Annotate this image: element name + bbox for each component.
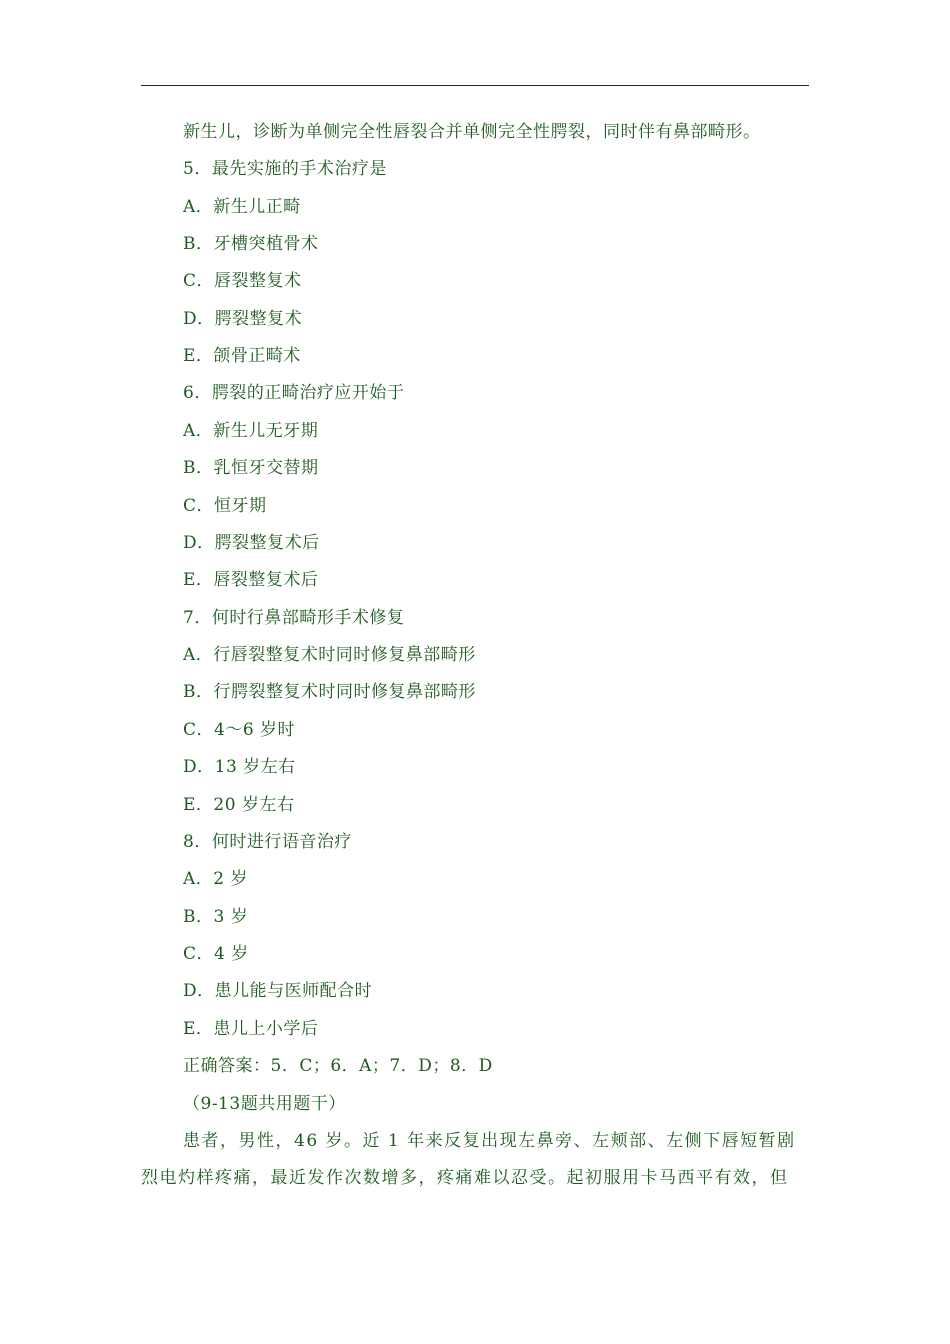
question-7-option-c: C．4～6 岁时	[183, 720, 296, 740]
case-text-line-2: 烈电灼样疼痛，最近发作次数增多，疼痛难以忍受。起初服用卡马西平有效，但	[141, 1168, 789, 1188]
question-7-option-b: B．行腭裂整复术时同时修复鼻部畸形	[183, 682, 476, 702]
shared-stem-header: （9-13题共用题干）	[183, 1094, 346, 1114]
question-8-option-c: C．4 岁	[183, 944, 249, 964]
question-6-option-a: A．新生儿无牙期	[183, 421, 319, 441]
question-7-option-a: A．行唇裂整复术时同时修复鼻部畸形	[183, 645, 476, 665]
question-8-option-a: A．2 岁	[183, 869, 248, 889]
header-rule	[141, 85, 809, 86]
question-5-stem: 5．最先实施的手术治疗是	[183, 159, 387, 179]
question-7-stem: 7．何时行鼻部畸形手术修复	[183, 608, 405, 628]
question-8-option-b: B．3 岁	[183, 907, 249, 927]
answer-key: 正确答案：5．C；6．A；7．D；8．D	[183, 1056, 493, 1076]
question-5-option-c: C．唇裂整复术	[183, 271, 302, 291]
case-text-line-1: 患者，男性，46 岁。近 1 年来反复出现左鼻旁、左颊部、左侧下唇短暂剧	[183, 1131, 796, 1151]
question-5-option-a: A．新生儿正畸	[183, 197, 301, 217]
question-8-option-e: E．患儿上小学后	[183, 1019, 319, 1039]
question-6-option-b: B．乳恒牙交替期	[183, 458, 319, 478]
question-6-option-e: E．唇裂整复术后	[183, 570, 319, 590]
question-5-option-b: B．牙槽突植骨术	[183, 234, 319, 254]
question-5-option-e: E．颌骨正畸术	[183, 346, 301, 366]
question-8-option-d: D．患儿能与医师配合时	[183, 981, 373, 1001]
question-6-stem: 6．腭裂的正畸治疗应开始于	[183, 383, 405, 403]
question-6-option-c: C．恒牙期	[183, 496, 267, 516]
question-7-option-d: D．13 岁左右	[183, 757, 296, 777]
question-7-option-e: E．20 岁左右	[183, 795, 295, 815]
intro-text: 新生儿，诊断为单侧完全性唇裂合并单侧完全性腭裂，同时伴有鼻部畸形。	[183, 122, 761, 142]
question-6-option-d: D．腭裂整复术后	[183, 533, 320, 553]
question-5-option-d: D．腭裂整复术	[183, 309, 303, 329]
question-8-stem: 8．何时进行语音治疗	[183, 832, 352, 852]
